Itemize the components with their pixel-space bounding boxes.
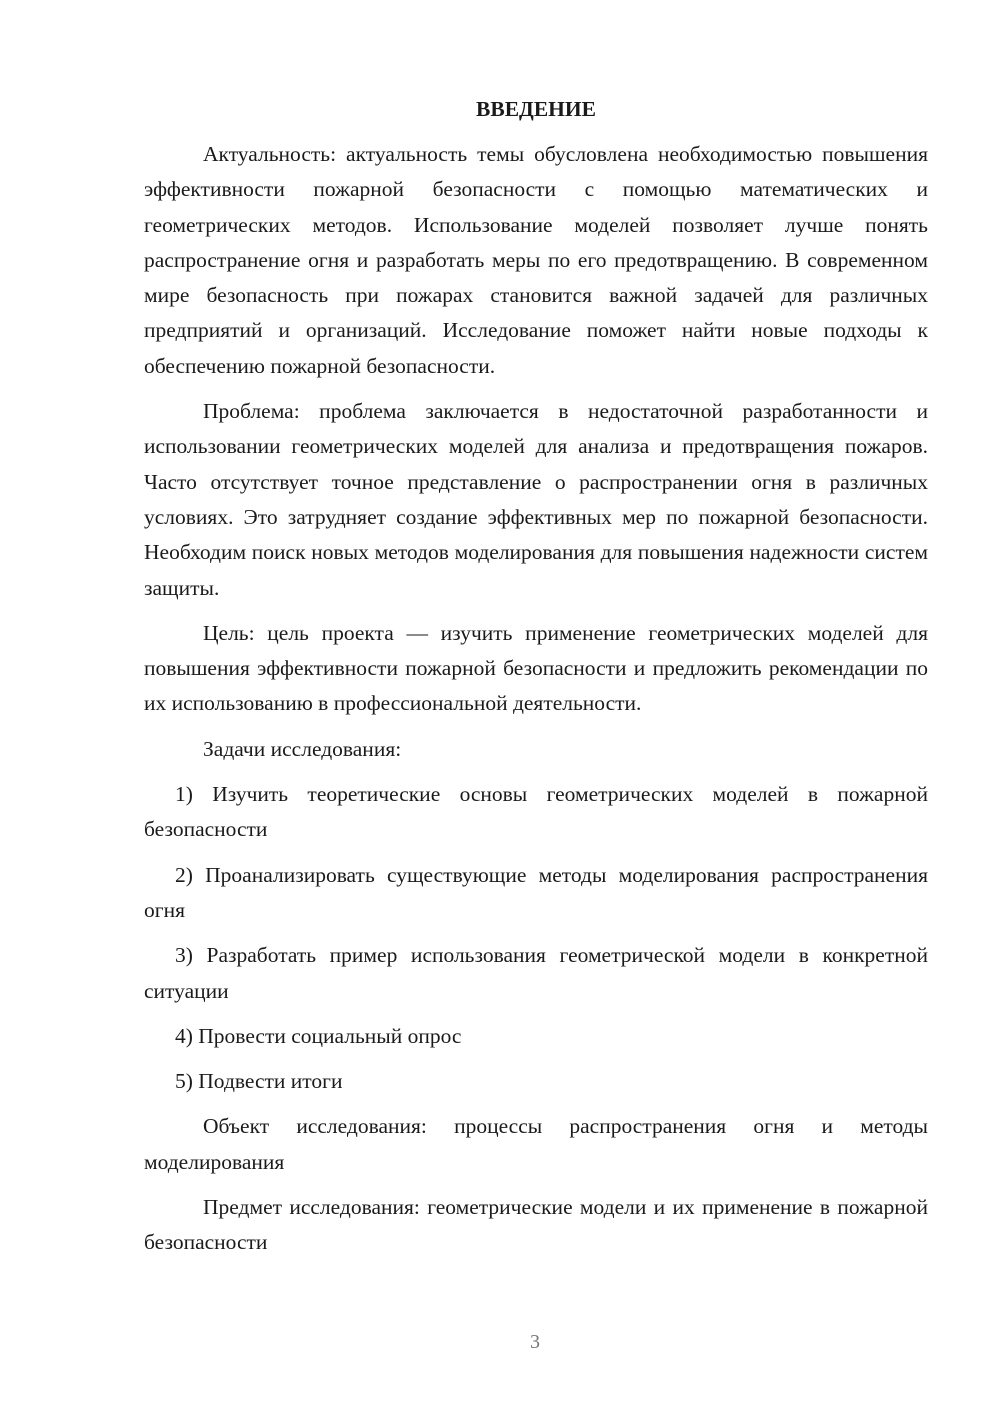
task-item: 5) Подвести итоги (175, 1069, 343, 1094)
document-page (144, 92, 928, 1271)
relevance-paragraph: Актуальность: актуальность темы обусловлена необходимостью повышения эффективности пожарной безопасности с помощью математических и геометрических методов. Использование моделей позволяет лучше понять распространение огня и разработать меры по его предотвращению. В современном мире безопасность при пожарах становится важной задачей для различных предприятий и организаций. Исследование поможет найти новые подходы к обеспечению пожарной безопасности. (144, 142, 928, 378)
page-number: 3 (530, 1331, 540, 1353)
subject-paragraph: Предмет исследования: геометрические модели и их применение в пожарной безопасности (144, 1195, 928, 1255)
tasks-heading: Задачи исследования: (203, 736, 402, 761)
page-title: ВВЕДЕНИЕ (476, 97, 596, 121)
goal-paragraph: Цель: цель проекта — изучить применение геометрических моделей для повышения эффективности пожарной безопасности и предложить рекомендации по их использованию в профессиональной деятельности. (144, 620, 928, 716)
task-item: 3) Разработать пример использования геометрической модели в конкретной ситуации (144, 943, 928, 1003)
object-paragraph: Объект исследования: процессы распространения огня и методы моделирования (144, 1114, 928, 1174)
problem-paragraph: Проблема: проблема заключается в недостаточной разработанности и использовании геометрических моделей для анализа и предотвращения пожаров. Часто отсутствует точное представление о распространении огня в различных условиях. Это затрудняет создание эффективных мер по пожарной безопасности. Необходим поиск новых методов моделирования для повышения надежности систем защиты. (144, 399, 928, 600)
task-item: 4) Провести социальный опрос (175, 1023, 462, 1048)
task-item: 1) Изучить теоретические основы геометрических моделей в пожарной безопасности (144, 782, 928, 842)
task-item: 2) Проанализировать существующие методы моделирования распространения огня (144, 862, 928, 922)
